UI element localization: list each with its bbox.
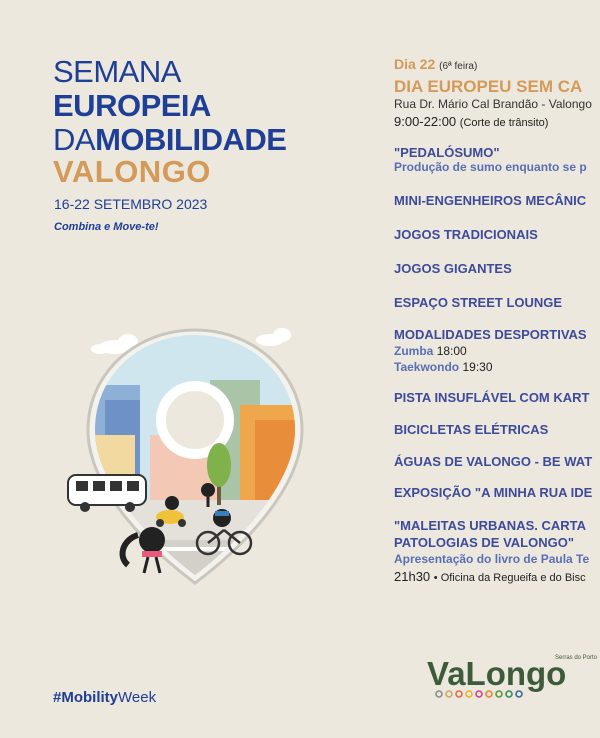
activity-pedalosumo: "PEDALÓSUMO" bbox=[394, 145, 500, 160]
day-number: Dia 22 bbox=[394, 56, 436, 72]
logo-text: VaLongo bbox=[427, 655, 567, 692]
logo-tagline: Serras do Porto bbox=[555, 655, 598, 661]
activity-taekwondo bbox=[394, 360, 493, 374]
hashtag-regular: Week bbox=[118, 689, 157, 706]
walker-character-icon bbox=[123, 527, 165, 573]
taekwondo-label: Taekwondo bbox=[394, 360, 460, 374]
zumba-label: Zumba bbox=[394, 344, 434, 358]
activity-pedalosumo-desc: Produção de sumo enquanto se p bbox=[394, 160, 587, 174]
activity-maleitas-2: PATOLOGIAS DE VALONGO" bbox=[394, 535, 574, 550]
final-place: • Oficina da Regueifa e do Bisc bbox=[433, 572, 586, 584]
activity-mini-engenheiros: MINI-ENGENHEIROS MECÂNIC bbox=[394, 193, 587, 208]
valongo-logo bbox=[427, 652, 598, 700]
activity-modalidades: MODALIDADES DESPORTIVAS bbox=[394, 327, 587, 342]
final-time-value: 21h30 bbox=[394, 569, 431, 584]
hashtag-bold: #Mobility bbox=[53, 689, 119, 706]
activity-exposicao: EXPOSIÇÃO "A MINHA RUA IDE bbox=[394, 485, 593, 500]
final-time bbox=[394, 569, 586, 584]
event-dates: 16-22 SETEMBRO 2023 bbox=[54, 196, 208, 212]
hours-note: (Corte de trânsito) bbox=[459, 117, 549, 129]
activity-aguas-valongo: ÁGUAS DE VALONGO - BE WAT bbox=[394, 454, 593, 469]
activity-maleitas-desc: Apresentação do livro de Paula Te bbox=[394, 552, 590, 566]
slogan: Combina e Move-te! bbox=[54, 221, 159, 233]
title-europeia: EUROPEIA bbox=[53, 88, 211, 123]
title-da-mobilidade bbox=[53, 124, 286, 155]
taekwondo-time: 19:30 bbox=[462, 360, 493, 374]
day-label bbox=[394, 56, 477, 72]
activity-jogos-gigantes: JOGOS GIGANTES bbox=[394, 261, 512, 276]
hours-value: 9:00-22:00 bbox=[394, 114, 457, 129]
title-valongo: VALONGO bbox=[53, 154, 211, 189]
event-address: Rua Dr. Mário Cal Brandão - Valongo bbox=[394, 97, 592, 111]
activity-zumba bbox=[394, 344, 467, 358]
activity-street-lounge: ESPAÇO STREET LOUNGE bbox=[394, 295, 563, 310]
zumba-time: 18:00 bbox=[436, 344, 467, 358]
activity-bicicletas: BICICLETAS ELÉTRICAS bbox=[394, 422, 549, 437]
event-title: DIA EUROPEU SEM CA bbox=[394, 77, 583, 96]
cloud-icon bbox=[256, 328, 291, 346]
title-da: DA bbox=[53, 122, 96, 157]
bus-icon bbox=[68, 475, 146, 512]
title-semana: SEMANA bbox=[53, 54, 181, 89]
day-note: (6ª feira) bbox=[439, 61, 478, 72]
event-hours bbox=[394, 114, 548, 129]
hashtag bbox=[53, 689, 156, 706]
map-pin-illustration bbox=[60, 325, 320, 590]
activity-pista-insuflavel: PISTA INSUFLÁVEL COM KART bbox=[394, 390, 590, 405]
activity-jogos-tradicionais: JOGOS TRADICIONAIS bbox=[394, 227, 538, 242]
title-mobilidade: MOBILIDADE bbox=[95, 122, 287, 157]
activity-maleitas-1: "MALEITAS URBANAS. CARTA bbox=[394, 518, 587, 533]
